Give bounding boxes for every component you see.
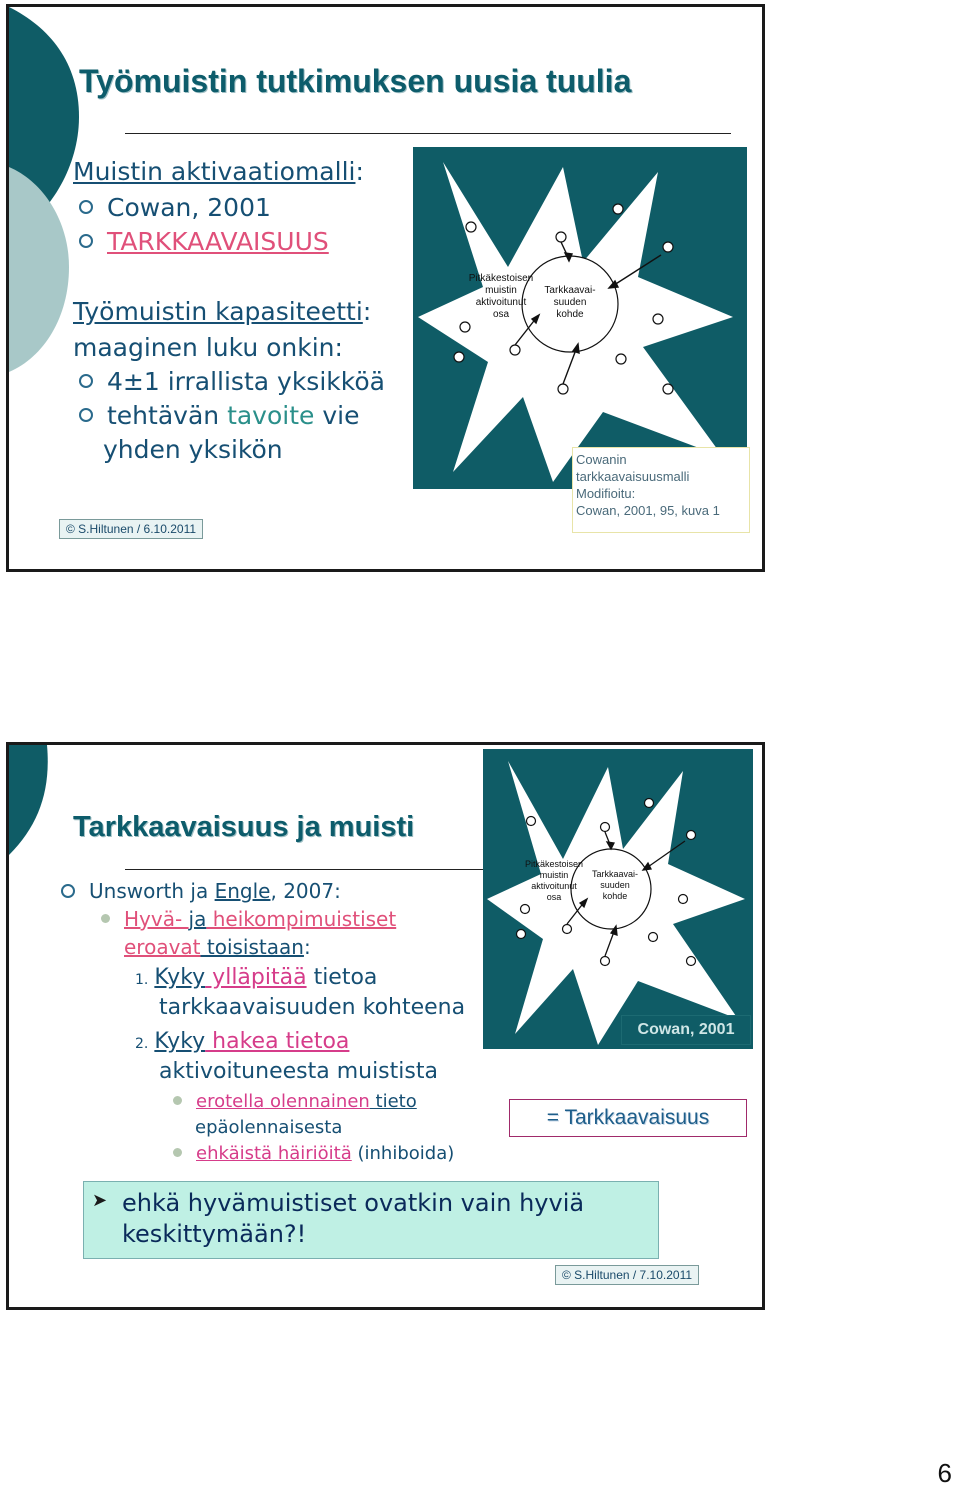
subpoint-line: Hyvä- ja heikompimuistiset — [101, 907, 396, 931]
title-rule — [125, 869, 505, 870]
numbered-item-2: 2. Kyky hakea tietoa — [135, 1029, 350, 1054]
heading-capacity: Työmuistin kapasiteetti: — [73, 297, 372, 326]
sub-item-separate-cont: epäolennaisesta — [195, 1117, 343, 1138]
figure-caption: Cowanin tarkkaavaisuusmalli Modifioitu: Cowan, 2001, 95, kuva 1 — [576, 452, 720, 518]
figure-label-attention-focus: Tarkkaavai- suuden kohde — [544, 285, 596, 320]
slide-title: Työmuistin tutkimuksen uusia tuulia — [79, 63, 632, 99]
dot-bullet-icon — [173, 1148, 182, 1157]
list-item-tarkkaavaisuus: TARKKAAVAISUUS — [79, 227, 329, 256]
numbered-item-1: 1. Kyky ylläpitää tietoa — [135, 965, 378, 990]
subpoint-line-cont: eroavat toisistaan: — [124, 935, 311, 959]
figure-label-activated-memory: Pitkäkestoisen muistin aktivoitunut osa — [468, 273, 534, 320]
circle-bullet-icon — [79, 200, 93, 214]
footer-badge: © S.Hiltunen / 6.10.2011 — [59, 519, 203, 539]
figure-label-activated-memory: Pitkäkestoisen muistin aktivoitunut osa — [524, 859, 584, 902]
slide-title: Tarkkaavaisuus ja muisti — [73, 811, 415, 843]
source-line: Unsworth ja Engle, 2007: — [61, 879, 341, 903]
circle-bullet-icon — [79, 374, 93, 388]
slide-1 — [6, 4, 765, 572]
slide-2 — [6, 742, 765, 1310]
sub-item-inhibit: ehkäistä häiriöitä (inhiboida) — [173, 1143, 454, 1164]
list-item-cowan: Cowan, 2001 — [79, 193, 271, 222]
figure-label-attention-focus: Tarkkaavai- suuden kohde — [591, 869, 638, 901]
dot-bullet-icon — [173, 1096, 182, 1105]
circle-bullet-icon — [79, 408, 93, 422]
title-rule — [125, 133, 731, 134]
list-item-goal-cont: yhden yksikön — [103, 435, 283, 464]
slide-decoration — [9, 745, 69, 865]
heading-magic-number: maaginen luku onkin: — [73, 333, 343, 362]
list-item-goal: tehtävän tavoite vie — [79, 401, 359, 430]
sub-item-separate: erotella olennainen tieto — [173, 1091, 417, 1112]
dot-bullet-icon — [101, 914, 110, 923]
numbered-item-1-cont: tarkkaavaisuuden kohteena — [159, 995, 466, 1020]
cowan-source-box: Cowan, 2001 — [621, 1015, 751, 1045]
conclusion-text: ehkä hyvämuistiset ovatkin vain hyviä keskittymään?! — [122, 1189, 585, 1248]
numbered-item-2-cont: aktivoituneesta muistista — [159, 1059, 438, 1084]
conclusion-box — [83, 1181, 659, 1259]
arrow-bullet-icon: ➤ — [92, 1190, 108, 1210]
heading-activation-model: Muistin aktivaatiomalli: — [73, 157, 364, 186]
equals-attention-box: = Tarkkaavaisuus — [509, 1099, 747, 1137]
footer-badge: © S.Hiltunen / 7.10.2011 — [555, 1265, 699, 1285]
circle-bullet-icon — [79, 234, 93, 248]
circle-bullet-icon — [61, 884, 75, 898]
list-item-capacity: 4±1 irrallista yksikköä — [79, 367, 385, 396]
page-number: 6 — [937, 1458, 952, 1488]
